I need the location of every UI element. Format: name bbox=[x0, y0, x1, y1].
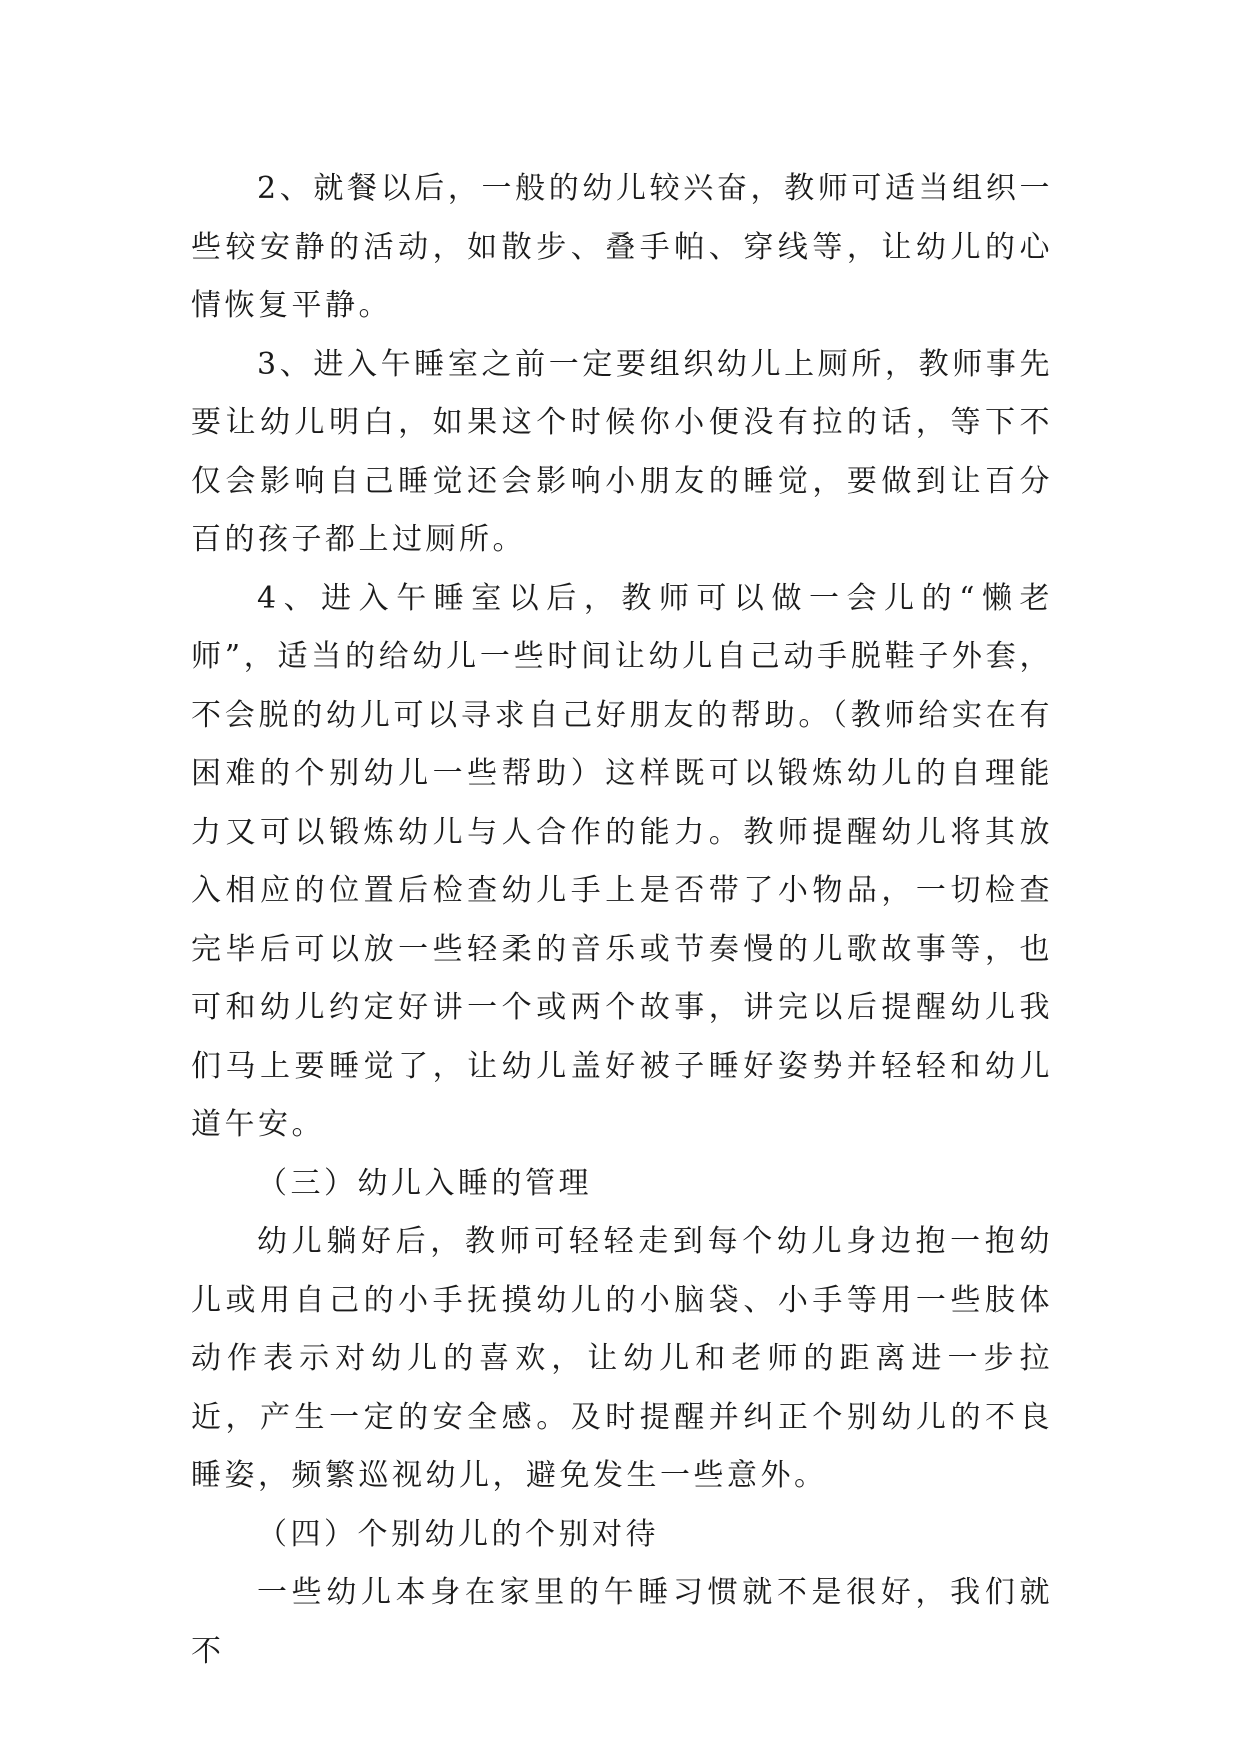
document-page bbox=[191, 160, 1053, 1681]
paragraph-item-2: 2、就餐以后，一般的幼儿较兴奋，教师可适当组织一些较安静的活动，如散步、叠手帕、穿线等，让幼儿的心情恢复平静。 bbox=[191, 171, 1053, 323]
paragraph-individual-care: 一些幼儿本身在家里的午睡习惯就不是很好，我们就不 bbox=[191, 1575, 1053, 1669]
paragraph-item-4: 4、进入午睡室以后，教师可以做一会儿的“懒老师”，适当的给幼儿一些时间让幼儿自己动手脱鞋子外套，不会脱的幼儿可以寻求自己好朋友的帮助。（教师给实在有困难的个别幼儿一些帮助）这样既可以锻炼幼儿的自理能力又可以锻炼幼儿与人合作的能力。教师提醒幼儿将其放入相应的位置后检查幼儿手上是否带了小物品，一切检查完毕后可以放一些轻柔的音乐或节奏慢的儿歌故事等，也可和幼儿约定好讲一个或两个故事，讲完以后提醒幼儿我们马上要睡觉了，让幼儿盖好被子睡好姿势并轻轻和幼儿道午安。 bbox=[191, 580, 1053, 1142]
section-heading-3: （三）幼儿入睡的管理 bbox=[257, 1165, 592, 1201]
paragraph-item-3: 3、进入午睡室之前一定要组织幼儿上厕所，教师事先要让幼儿明白，如果这个时候你小便没有拉的话，等下不仅会影响自己睡觉还会影响小朋友的睡觉，要做到让百分百的孩子都上过厕所。 bbox=[191, 346, 1053, 557]
section-heading-4: （四）个别幼儿的个别对待 bbox=[257, 1516, 659, 1552]
paragraph-sleep-management: 幼儿躺好后，教师可轻轻走到每个幼儿身边抱一抱幼儿或用自己的小手抚摸幼儿的小脑袋、小手等用一些肢体动作表示对幼儿的喜欢，让幼儿和老师的距离进一步拉近，产生一定的安全感。及时提醒并纠正个别幼儿的不良睡姿，频繁巡视幼儿，避免发生一些意外。 bbox=[191, 1224, 1053, 1493]
